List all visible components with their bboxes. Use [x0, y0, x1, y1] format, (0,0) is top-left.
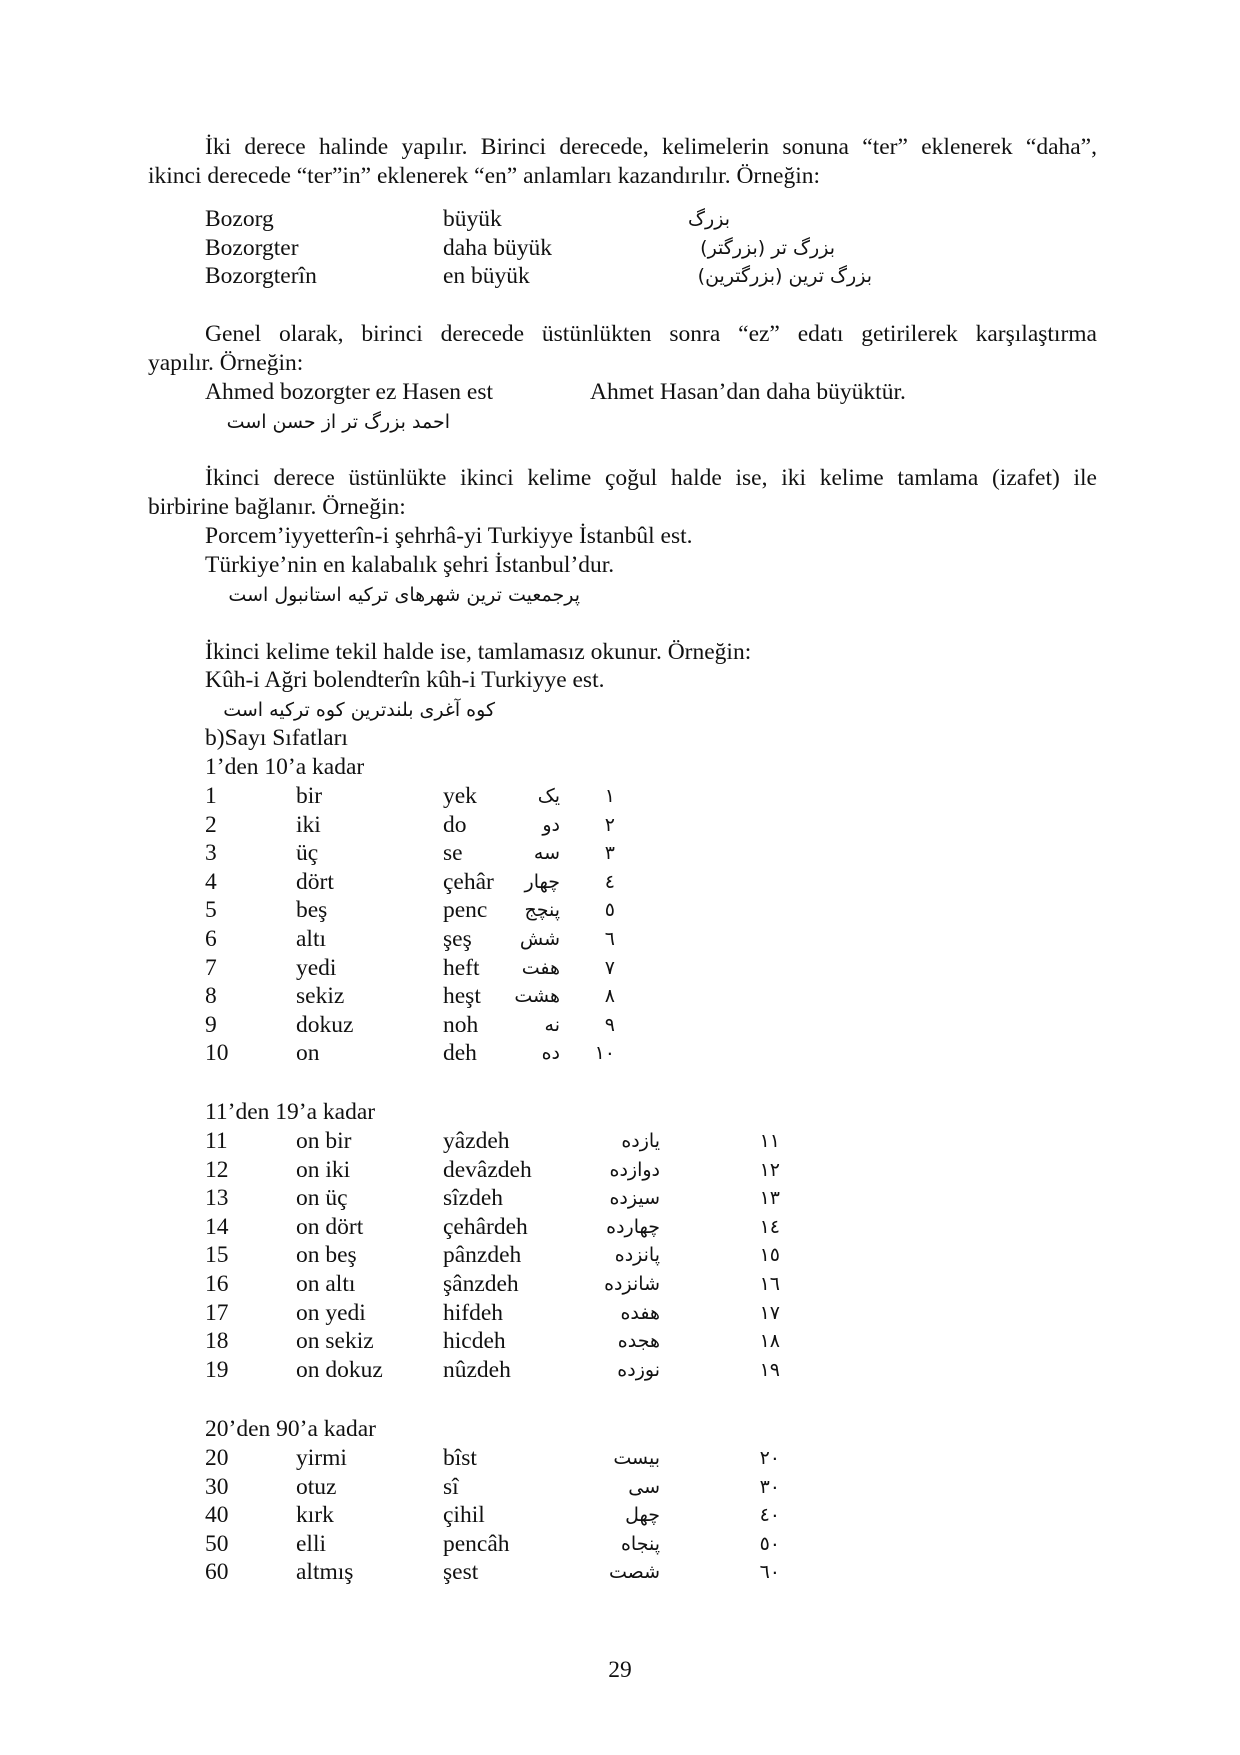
number-digit: 12 [205, 1156, 229, 1183]
number-turkish: on yedi [296, 1299, 366, 1326]
section-heading: b)Sayı Sıfatları [205, 725, 348, 751]
number-persian: سی [628, 1475, 660, 1498]
number-persian: سیزده [609, 1187, 660, 1210]
number-digit: 7 [205, 954, 217, 981]
number-digit: 40 [205, 1502, 229, 1529]
number-persian-digit: ۷ [604, 956, 615, 979]
example-persian: بزرگ ترین (بزرگترین) [697, 265, 872, 287]
number-transliteration: çehârdeh [443, 1213, 528, 1240]
number-transliteration: şeş [443, 926, 472, 952]
number-transliteration: heft [443, 954, 480, 981]
example-sentence: Kûh-i Ağri bolendterîn kûh-i Turkiyye est. [205, 667, 605, 693]
number-persian: یازده [621, 1130, 660, 1152]
number-persian: سه [533, 842, 560, 865]
number-transliteration: yâzdeh [443, 1128, 510, 1154]
group-title: 11’den 19’a kadar [205, 1099, 376, 1125]
number-row [0, 1444, 1240, 1473]
number-turkish: bir [296, 783, 323, 809]
example-sentence: Porcem’iyyetterîn-i şehrhâ-yi Turkiyye İstanbûl est. [205, 523, 693, 549]
example-sentence: Ahmed bozorgter ez Hasen est [205, 379, 493, 405]
number-turkish: on dokuz [296, 1356, 383, 1383]
number-persian-digit: ٦ [604, 928, 615, 950]
paragraph-izafet [148, 464, 1097, 521]
number-row [0, 1270, 1240, 1299]
number-persian-digit: ۲ [604, 813, 615, 836]
number-transliteration: sîzdeh [443, 1185, 504, 1212]
number-transliteration: şest [443, 1559, 479, 1586]
number-transliteration: çehâr [443, 868, 494, 895]
number-persian: هجده [617, 1330, 660, 1353]
paragraph-line: yapılır. Örneğin: [148, 349, 304, 376]
number-persian-digit: ۹ [604, 1013, 615, 1036]
number-persian: هشت [514, 985, 560, 1008]
group-title: 1’den 10’a kadar [205, 754, 365, 780]
number-transliteration: şânzdeh [443, 1271, 519, 1297]
number-row [0, 1473, 1240, 1502]
number-digit: 20 [205, 1445, 229, 1471]
example-term: Bozorgterîn [205, 263, 317, 289]
number-turkish: on bir [296, 1128, 352, 1154]
number-persian-digit: ۱۸ [759, 1330, 780, 1353]
number-digit: 18 [205, 1328, 229, 1355]
number-digit: 11 [205, 1128, 228, 1154]
number-transliteration: nûzdeh [443, 1356, 511, 1383]
number-digit: 8 [205, 983, 217, 1010]
example-persian: بزرگ [688, 208, 730, 230]
number-transliteration: deh [443, 1040, 477, 1067]
number-turkish: on dört [296, 1213, 364, 1240]
number-persian-digit: ۲۰ [759, 1447, 780, 1469]
group-title: 20’den 90’a kadar [205, 1416, 376, 1442]
number-transliteration: se [443, 840, 463, 867]
number-persian-digit: ۳ [604, 842, 615, 865]
number-transliteration: pânzdeh [443, 1242, 522, 1269]
number-row [0, 954, 1240, 983]
number-persian: هفت [521, 956, 560, 979]
number-digit: 10 [205, 1040, 229, 1067]
example-row [0, 262, 1240, 291]
example-meaning: daha büyük [443, 235, 552, 261]
number-transliteration: bîst [443, 1445, 477, 1471]
number-transliteration: hifdeh [443, 1299, 504, 1326]
number-digit: 13 [205, 1185, 229, 1212]
number-turkish: sekiz [296, 983, 345, 1010]
number-row [0, 1156, 1240, 1185]
number-persian: شانزده [604, 1273, 660, 1295]
number-turkish: dört [296, 868, 334, 895]
number-persian-digit: ۱۲ [759, 1158, 780, 1181]
number-digit: 16 [205, 1271, 229, 1297]
paragraph-line: birbirine bağlanır. Örneğin: [148, 493, 406, 520]
number-persian: شصت [608, 1561, 660, 1584]
number-persian: ده [541, 1042, 560, 1065]
number-row [0, 782, 1240, 811]
paragraph-ez-comparison [148, 320, 1097, 377]
example-persian: احمد بزرگ تر از حسن است [226, 411, 450, 433]
number-turkish: on beş [296, 1242, 357, 1269]
number-persian: بیست [613, 1447, 660, 1469]
number-persian: یک [537, 785, 560, 807]
number-persian: دو [542, 813, 560, 836]
number-row [0, 1327, 1240, 1356]
number-digit: 30 [205, 1473, 229, 1500]
number-persian-digit: ۸ [604, 985, 615, 1008]
page-number: 29 [608, 1657, 632, 1683]
number-persian: هفده [620, 1301, 660, 1324]
number-row [0, 982, 1240, 1011]
example-persian: پرجمعیت ترین شهرهای ترکیه استانبول است [228, 584, 580, 606]
number-digit: 2 [205, 811, 217, 838]
number-turkish: on üç [296, 1185, 348, 1212]
number-turkish: iki [296, 811, 321, 838]
number-row [0, 1501, 1240, 1530]
number-digit: 1 [205, 783, 217, 809]
number-turkish: elli [296, 1530, 327, 1557]
number-persian: نوزده [617, 1358, 660, 1381]
number-row [0, 1039, 1240, 1068]
number-persian-digit: ۱٤ [759, 1215, 780, 1238]
number-persian-digit: ۱۳ [759, 1187, 780, 1210]
number-turkish: yedi [296, 954, 337, 981]
number-row [0, 1299, 1240, 1328]
number-turkish: yirmi [296, 1445, 347, 1471]
number-turkish: on [296, 1040, 320, 1067]
number-turkish: altmış [296, 1559, 354, 1586]
number-persian-digit: ۱٥ [759, 1244, 780, 1267]
number-digit: 6 [205, 926, 217, 952]
number-digit: 17 [205, 1299, 229, 1326]
number-row [0, 839, 1240, 868]
number-row [0, 1213, 1240, 1242]
paragraph-line: ikinci derecede “ter”in” eklenerek “en” anlamları kazandırılır. Örneğin: [148, 162, 820, 189]
number-row [0, 868, 1240, 897]
number-digit: 15 [205, 1242, 229, 1269]
number-transliteration: heşt [443, 983, 481, 1010]
number-persian-digit: ٦۰ [759, 1561, 780, 1584]
number-persian-digit: ۱٦ [759, 1273, 780, 1295]
paragraph-line: İki derece halinde yapılır. Birinci derecede, kelimelerin sonuna “ter” eklenerek “daha”, [205, 134, 1097, 160]
number-row [0, 1558, 1240, 1587]
number-transliteration: do [443, 811, 467, 838]
number-row [0, 1530, 1240, 1559]
number-transliteration: pencâh [443, 1530, 510, 1557]
paragraph-singular: İkinci kelime tekil halde ise, tamlamasız okunur. Örneğin: [205, 639, 752, 665]
number-persian-digit: ۱۹ [759, 1358, 780, 1381]
number-row [0, 1184, 1240, 1213]
example-row [0, 234, 1240, 263]
number-transliteration: devâzdeh [443, 1156, 532, 1183]
paragraph-comparative-intro [148, 133, 1097, 190]
number-turkish: altı [296, 926, 327, 952]
example-persian: کوه آغری بلندترین کوه ترکیه است [223, 699, 495, 721]
number-row [0, 1127, 1240, 1156]
number-persian: شش [519, 928, 560, 950]
number-transliteration: noh [443, 1011, 479, 1038]
number-persian: چهارده [606, 1215, 660, 1238]
number-digit: 50 [205, 1530, 229, 1557]
number-digit: 14 [205, 1213, 229, 1240]
number-persian-digit: ٥۰ [759, 1532, 780, 1555]
number-persian-digit: ٥ [604, 899, 615, 922]
example-translation: Ahmet Hasan’dan daha büyüktür. [590, 379, 906, 405]
number-persian: پنجاه [620, 1532, 660, 1555]
number-turkish: on sekiz [296, 1328, 374, 1355]
paragraph-line: İkinci derece üstünlükte ikinci kelime çoğul halde ise, iki kelime tamlama (izafet) ile [205, 465, 1097, 491]
number-persian-digit: ۳۰ [759, 1475, 780, 1498]
number-transliteration: yek [443, 783, 477, 809]
number-persian-digit: ٤۰ [759, 1504, 780, 1527]
number-persian: دوازده [609, 1158, 660, 1181]
number-turkish: on altı [296, 1271, 356, 1297]
example-row [0, 205, 1240, 234]
number-turkish: kırk [296, 1502, 334, 1529]
example-meaning: büyük [443, 206, 502, 232]
number-turkish: beş [296, 897, 328, 924]
number-transliteration: çihil [443, 1502, 485, 1529]
number-persian: چهار [524, 870, 560, 893]
number-digit: 9 [205, 1011, 217, 1038]
number-persian: پنچج [524, 899, 560, 922]
number-digit: 60 [205, 1559, 229, 1586]
number-row [0, 925, 1240, 954]
number-persian-digit: ۱۰ [594, 1042, 615, 1065]
example-persian: بزرگ تر (بزرگتر) [700, 237, 835, 259]
number-persian-digit: ۱ [604, 785, 615, 807]
paragraph-line: Genel olarak, birinci derecede üstünlükten sonra “ez” edatı getirilerek karşılaştırma [205, 321, 1097, 347]
number-digit: 19 [205, 1356, 229, 1383]
number-persian-digit: ۱۷ [759, 1301, 780, 1324]
number-persian-digit: ٤ [604, 870, 615, 893]
example-translation: Türkiye’nin en kalabalık şehri İstanbul’dur. [205, 552, 615, 578]
number-turkish: on iki [296, 1156, 351, 1183]
example-meaning: en büyük [443, 263, 530, 289]
number-persian: پانزده [614, 1244, 660, 1267]
number-digit: 4 [205, 868, 217, 895]
number-persian-digit: ۱۱ [759, 1130, 780, 1152]
example-term: Bozorg [205, 206, 274, 232]
number-turkish: dokuz [296, 1011, 354, 1038]
number-persian: نه [544, 1013, 560, 1036]
number-digit: 3 [205, 840, 217, 867]
number-row [0, 896, 1240, 925]
number-transliteration: penc [443, 897, 488, 924]
number-row [0, 1011, 1240, 1040]
number-turkish: otuz [296, 1473, 337, 1500]
example-term: Bozorgter [205, 235, 299, 261]
number-row [0, 1241, 1240, 1270]
number-persian: چهل [625, 1504, 660, 1527]
number-digit: 5 [205, 897, 217, 924]
number-row [0, 811, 1240, 840]
number-turkish: üç [296, 840, 319, 867]
number-row [0, 1356, 1240, 1385]
number-transliteration: hicdeh [443, 1328, 506, 1355]
number-transliteration: sî [443, 1473, 459, 1500]
